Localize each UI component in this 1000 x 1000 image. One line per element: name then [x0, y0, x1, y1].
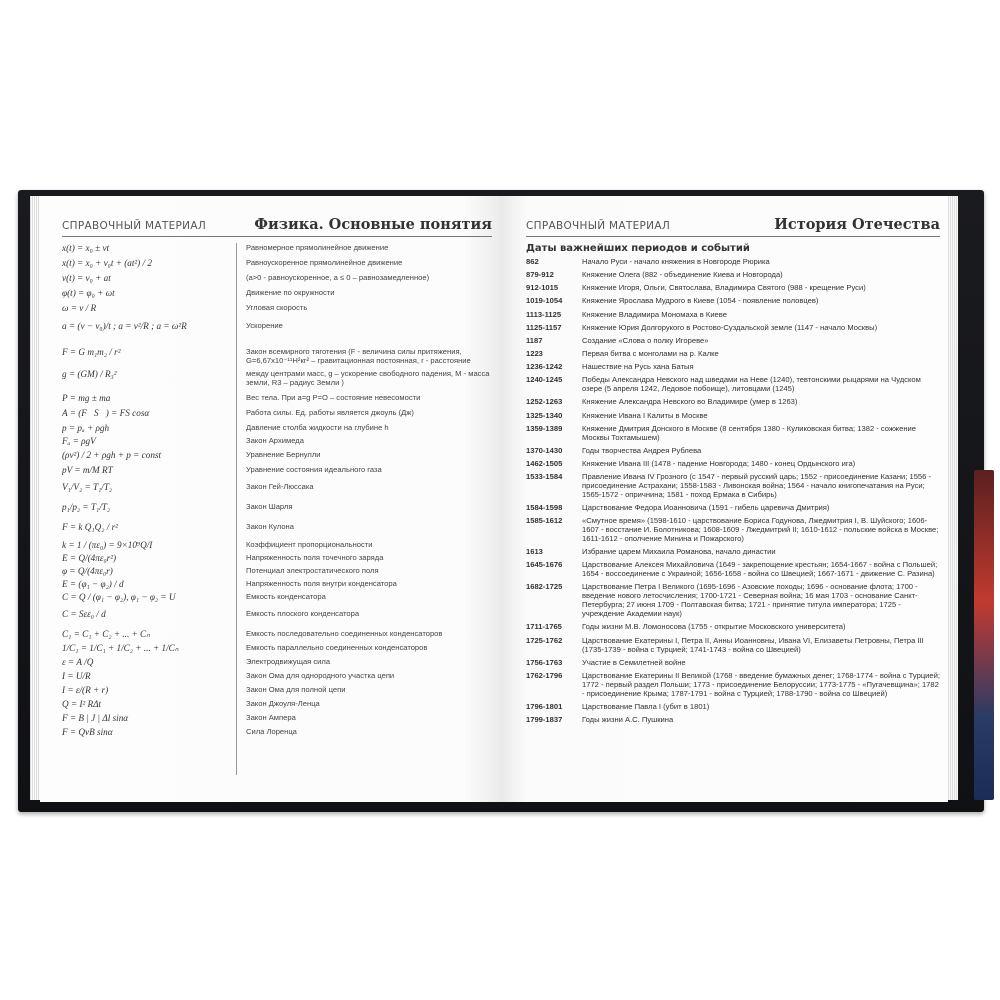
- date-row: [526, 271, 940, 280]
- event-text: Начало Руси - начало княжения в Новгороде Рюрика: [582, 257, 770, 266]
- formula: P = mg ± ma: [62, 393, 111, 403]
- formula-description: Емкость конденсатора: [246, 592, 326, 601]
- date-range: 1240-1245: [526, 375, 563, 385]
- date-range: 879-912: [526, 270, 554, 280]
- date-row: [526, 324, 940, 333]
- event-text: Княжение Ярослава Мудрого в Киеве (1054 - появление половцев): [582, 296, 819, 306]
- formula-row: [62, 347, 492, 369]
- formula-description: между центрами масс, g – ускорение свободного падения, M - масса земли, R3 – радиус Земли ): [246, 369, 490, 388]
- history-page-header: [526, 216, 940, 237]
- date-row: [526, 672, 940, 699]
- formula: x(t) = x₀ + v₀t + (at²) / 2: [62, 258, 152, 268]
- cover-art-strip: [974, 470, 994, 800]
- section-label: СПРАВОЧНЫЙ МАТЕРИАЛ: [62, 220, 207, 232]
- date-range: 1125-1157: [526, 322, 562, 332]
- formula-description: Равномерное прямолинейное движение: [246, 243, 389, 252]
- formula: F = QvB sinα: [62, 727, 113, 737]
- event-text: «Смутное время» (1598-1610 - царствование Бориса Годунова, Лжедмитрия I, В. Шуйского; 1606-1607 - восстание И. Болотникова; 1608-1609 - Лжедмитрий II; 1610-1612 - польские войска в Москве; 1611-1612 - ополчение Минина и Пожарского): [582, 516, 939, 544]
- date-range: 1187: [526, 335, 543, 345]
- formula-description: Закон Ома для полной цепи: [246, 685, 346, 694]
- formula-row: [62, 727, 492, 742]
- event-text: Царствование Екатерины I, Петра II, Анны Иоанновны, Ивана VI, Елизаветы Петровны, Петра III (1735-1739 - война с Турцией; 1741-1743 - война со Швецией): [582, 635, 924, 654]
- formula-description: Напряженность поля точечного заряда: [246, 553, 384, 562]
- date-range: 1711-1765: [526, 622, 562, 632]
- event-text: Княжение Юрия Долгорукого в Ростово-Суздальской земле (1147 - начало Москвы): [582, 322, 878, 332]
- formula: x(t) = x₀ ± vt: [62, 243, 110, 253]
- formula-description: Сила Лоренца: [246, 727, 297, 736]
- date-range: 1325-1340: [526, 410, 563, 420]
- date-row: [526, 412, 940, 421]
- event-text: Княжение Владимира Мономаха в Киеве: [582, 309, 727, 319]
- formula-row: [62, 465, 492, 482]
- formula-row: [62, 369, 492, 393]
- formula-description: Движение по окружности: [246, 288, 335, 297]
- date-range: 1019-1054: [526, 296, 563, 306]
- formula-description: Давление столба жидкости на глубине h: [246, 423, 389, 432]
- formula-row: [62, 393, 492, 408]
- event-text: Царствование Алексея Михайловича (1649 - закрепощение крестьян; 1654-1667 - война с Польшей; 1654 - воссоединение с Украиной; 1656-1658 - война со Швецией; 1667-1671 - движение С. Разина): [582, 560, 938, 579]
- date-range: 1725-1762: [526, 635, 563, 645]
- date-row: [526, 517, 940, 544]
- event-text: Избрание царем Михаила Романова, начало династии: [582, 547, 776, 557]
- date-row: [526, 548, 940, 557]
- section-label: СПРАВОЧНЫЙ МАТЕРИАЛ: [526, 220, 671, 232]
- formula-description: (a>0 - равноускоренное, a ≤ 0 – равнозамедленное): [246, 273, 430, 282]
- date-row: [526, 716, 940, 725]
- formula-row: [62, 629, 492, 643]
- formula-description: Вес тела. При a=g P=O – состояние невесомости: [246, 393, 421, 402]
- event-text: Княжение Ивана III (1478 - падение Новгорода; 1480 - конец Ордынского ига): [582, 458, 856, 468]
- formula-row: [62, 685, 492, 699]
- formula: F = k Q₁Q₂ / r²: [62, 522, 118, 532]
- date-row: [526, 447, 940, 456]
- date-row: [526, 425, 940, 443]
- formula-description: Равноускоренное прямолинейное движение: [246, 258, 403, 267]
- event-text: Годы жизни А.С. Пушкина: [582, 715, 674, 725]
- page-stack-right: [948, 196, 958, 800]
- date-row: [526, 460, 940, 469]
- formula-row: [62, 592, 492, 609]
- date-row: [526, 363, 940, 372]
- formula-row: [62, 657, 492, 671]
- formula: Q = I² RΔt: [62, 699, 102, 709]
- formula: F = G m₁m₂ / r²: [62, 347, 121, 357]
- formula-row: [62, 671, 492, 685]
- formula-description: Уравнение Бернулли: [246, 450, 321, 459]
- formula-row: [62, 579, 492, 592]
- formula: C₁ = C₁ + C₂ + ... + Cₙ: [62, 629, 150, 639]
- formula-row: [62, 502, 492, 522]
- formula: k = 1 / (πε₀) = 9×10⁹Q/I: [62, 540, 153, 550]
- date-range: 1645-1676: [526, 560, 563, 570]
- formula: F = B | J | Δl sinα: [62, 713, 129, 723]
- event-text: Годы творчества Андрея Рублева: [582, 445, 702, 455]
- formula-description: Закон Кулона: [246, 522, 294, 531]
- date-range: 1682-1725: [526, 582, 563, 592]
- formula-description: Уравнение состояния идеального газа: [246, 465, 382, 474]
- formula-row: [62, 450, 492, 465]
- formula: A = (F⃗S⃗) = FS cosα: [62, 408, 150, 418]
- formula-row: [62, 482, 492, 502]
- date-range: 1359-1389: [526, 423, 563, 433]
- date-row: [526, 297, 940, 306]
- formula-row: [62, 699, 492, 713]
- date-row: [526, 258, 940, 267]
- formula-description: Электродвижущая сила: [246, 657, 331, 666]
- date-range: 1252-1263: [526, 397, 563, 407]
- event-text: Победы Александра Невского над шведами на Неве (1240), тевтонскими рыцарями на Чудском озере (5 апреля 1242, Ледовое побоище), литовцами (1245): [582, 375, 921, 394]
- formula-description: Коэффициент пропорциональности: [246, 540, 373, 549]
- formula: ε = A /Q: [62, 657, 94, 667]
- formula-description: Закон Ампера: [246, 713, 296, 722]
- formula: E = Q/(4πε₀r²): [62, 553, 117, 563]
- formula: V₁/V₂ = T₁/T₂: [62, 482, 113, 492]
- event-text: Княжение Александра Невского во Владимире (умер в 1263): [582, 397, 798, 407]
- formula: p₁/p₂ = T₁/T₂: [62, 502, 111, 512]
- page-title: Физика. Основные понятия: [254, 216, 492, 233]
- formula-description: Закон Джоуля-Ленца: [246, 699, 320, 708]
- event-text: Царствование Екатерины II Великой (1768 - введение бумажных денег; 1768-1774 - война с Турцией; 1772 - первый раздел Польши; 1773 - присоединение Белоруссии; 1773-1775 - «Пугачевщина»; 1782 - присоединение Крыма; 1787-1791 - война с Турцией; 1788-1790 - война со Швецией): [582, 670, 940, 698]
- formula-row: [62, 288, 492, 303]
- formula-description: Угловая скорость: [246, 303, 308, 312]
- formula-list: [62, 243, 492, 742]
- date-range: 1585-1612: [526, 516, 563, 526]
- formula-description: Напряженность поля внутри конденсатора: [246, 579, 397, 588]
- event-text: Правление Ивана IV Грозного (с 1547 - первый русский царь; 1552 - присоединение Казани; 1556 - присоединение Астрахани; 1558-1583 - Ливонская война; 1564 - начало книгопечатания на Руси; 1565-1572 - опричнина; 1581 - поход Ермака в Сибирь): [582, 472, 932, 499]
- formula: E = (φ₁ − φ₂) / d: [62, 579, 124, 589]
- formula: (ρv²) / 2 + ρgh + p = const: [62, 450, 162, 460]
- date-row: [526, 583, 940, 619]
- date-range: 1113-1125: [526, 309, 562, 319]
- date-range: 1370-1430: [526, 445, 563, 455]
- formula-row: [62, 408, 492, 423]
- date-range: 862: [526, 257, 539, 266]
- date-range: 1462-1505: [526, 458, 563, 468]
- event-text: Участие в Семилетней войне: [582, 657, 686, 667]
- physics-page: [40, 196, 500, 802]
- event-text: Годы жизни М.В. Ломоносова (1755 - открытие Московского университета): [582, 622, 846, 632]
- event-text: Княжение Олега (882 - объединение Киева и Новгорода): [582, 270, 783, 280]
- formula-description: Емкость последовательно соединенных конденсаторов: [246, 629, 443, 638]
- date-row: [526, 311, 940, 320]
- event-text: Нашествие на Русь хана Батыя: [582, 362, 694, 372]
- date-row: [526, 703, 940, 712]
- date-row: [526, 623, 940, 632]
- formula: a = (v − v₀)/t ; a = v²/R ; a = ω²R: [62, 321, 187, 331]
- date-range: 1799-1837: [526, 715, 563, 725]
- formula-description: Закон Архимеда: [246, 436, 304, 445]
- formula-row: [62, 258, 492, 273]
- date-range: 1756-1763: [526, 657, 563, 667]
- date-range: 1584-1598: [526, 503, 563, 513]
- formula-description: Закон Гей-Люссака: [246, 482, 314, 491]
- formula: Fₐ = ρgV: [62, 436, 96, 446]
- formula-description: Емкость плоского конденсатора: [246, 609, 360, 618]
- date-row: [526, 637, 940, 655]
- formula: I = ε/(R + r): [62, 685, 109, 695]
- formula-row: [62, 540, 492, 553]
- formula: v(t) = v₀ + at: [62, 273, 111, 283]
- formula: I = U/R: [62, 671, 91, 681]
- event-text: Царствование Петра I Великого (1695-1696 - Азовские походы; 1696 - основание флота; 1700 - введение нового летосчисления; 1700-1721 - Северная война; 16 мая 1703 - основание Санкт-Петербурга; 27 июня 1709 - Полтавская битва; 1721 - принятие титула императора; 1725 - учреждение Академии наук): [582, 582, 918, 619]
- date-range: 1223: [526, 348, 543, 358]
- formula-row: [62, 522, 492, 540]
- section-subtitle: Даты важнейших периодов и событий: [526, 243, 750, 254]
- formula-description: Емкость параллельно соединенных конденсаторов: [246, 643, 428, 652]
- date-range: 1762-1796: [526, 670, 563, 680]
- event-text: Царствование Павла I (убит в 1801): [582, 701, 710, 711]
- event-text: Княжение Дмитрия Донского в Москве (8 сентября 1380 - Куликовская битва; 1382 - сожжение Москвы Тохтамышем): [582, 423, 916, 442]
- formula-row: [62, 273, 492, 288]
- date-row: [526, 659, 940, 668]
- date-range: 1236-1242: [526, 362, 563, 372]
- date-row: [526, 473, 940, 500]
- formula-row: [62, 436, 492, 450]
- event-text: Княжение Игоря, Ольги, Святослава, Владимира Святого (988 - крещение Руси): [582, 283, 866, 293]
- formula-description: Ускорение: [246, 321, 283, 330]
- formula-description: Работа силы. Ед. работы является джоуль (Дж): [246, 408, 414, 417]
- formula: p = pₐ + ρgh: [62, 423, 110, 433]
- column-divider: [236, 243, 237, 775]
- event-text: Княжение Ивана I Калиты в Москве: [582, 410, 708, 420]
- date-row: [526, 561, 940, 579]
- formula-row: [62, 566, 492, 579]
- formula: 1/C₁ = 1/C₁ + 1/C₂ + ... + 1/Cₙ: [62, 643, 179, 653]
- date-row: [526, 350, 940, 359]
- formula: pV = m/M RT: [62, 465, 113, 475]
- event-text: Царствование Федора Иоанновича (1591 - гибель царевича Дмитрия): [582, 503, 830, 513]
- date-row: [526, 398, 940, 407]
- formula: ω = v / R: [62, 303, 97, 313]
- date-range: 1796-1801: [526, 701, 563, 711]
- formula: C = Sεε₀ / d: [62, 609, 106, 619]
- formula-row: [62, 609, 492, 629]
- formula-description: Закон всемирного тяготения (F - величина силы притяжения, G=6,67x10⁻¹¹H²кг² – гравитационная постоянная, r - расстояние: [246, 347, 471, 366]
- date-row: [526, 337, 940, 346]
- formula-row: [62, 553, 492, 566]
- formula-row: [62, 643, 492, 657]
- formula-description: Закон Ома для однородного участка цепи: [246, 671, 395, 680]
- formula: φ = Q/(4πε₀r): [62, 566, 113, 576]
- physics-page-header: [62, 216, 492, 237]
- formula-description: Закон Шарля: [246, 502, 293, 511]
- formula-row: [62, 321, 492, 347]
- page-title: История Отечества: [774, 216, 940, 233]
- formula: g = (GM) / R₃²: [62, 369, 117, 379]
- date-row: [526, 504, 940, 513]
- date-row: [526, 376, 940, 394]
- date-row: [526, 284, 940, 293]
- formula-row: [62, 423, 492, 436]
- date-range: 912-1015: [526, 283, 559, 293]
- formula: C = Q / (φ₁ − φ₂), φ₁ − φ₂ = U: [62, 592, 176, 602]
- formula-row: [62, 243, 492, 258]
- page-stack-left: [30, 196, 40, 800]
- history-page: [500, 196, 948, 802]
- formula-description: Потенциал электростатического поля: [246, 566, 379, 575]
- date-range: 1533-1584: [526, 472, 563, 482]
- formula: φ(t) = φ₀ + ωt: [62, 288, 115, 298]
- date-range: 1613: [526, 547, 543, 557]
- formula-row: [62, 303, 492, 321]
- event-text: Первая битва с монголами на р. Калке: [582, 348, 719, 358]
- dates-list: [526, 258, 940, 725]
- event-text: Создание «Слова о полку Игореве»: [582, 335, 709, 345]
- formula-row: [62, 713, 492, 727]
